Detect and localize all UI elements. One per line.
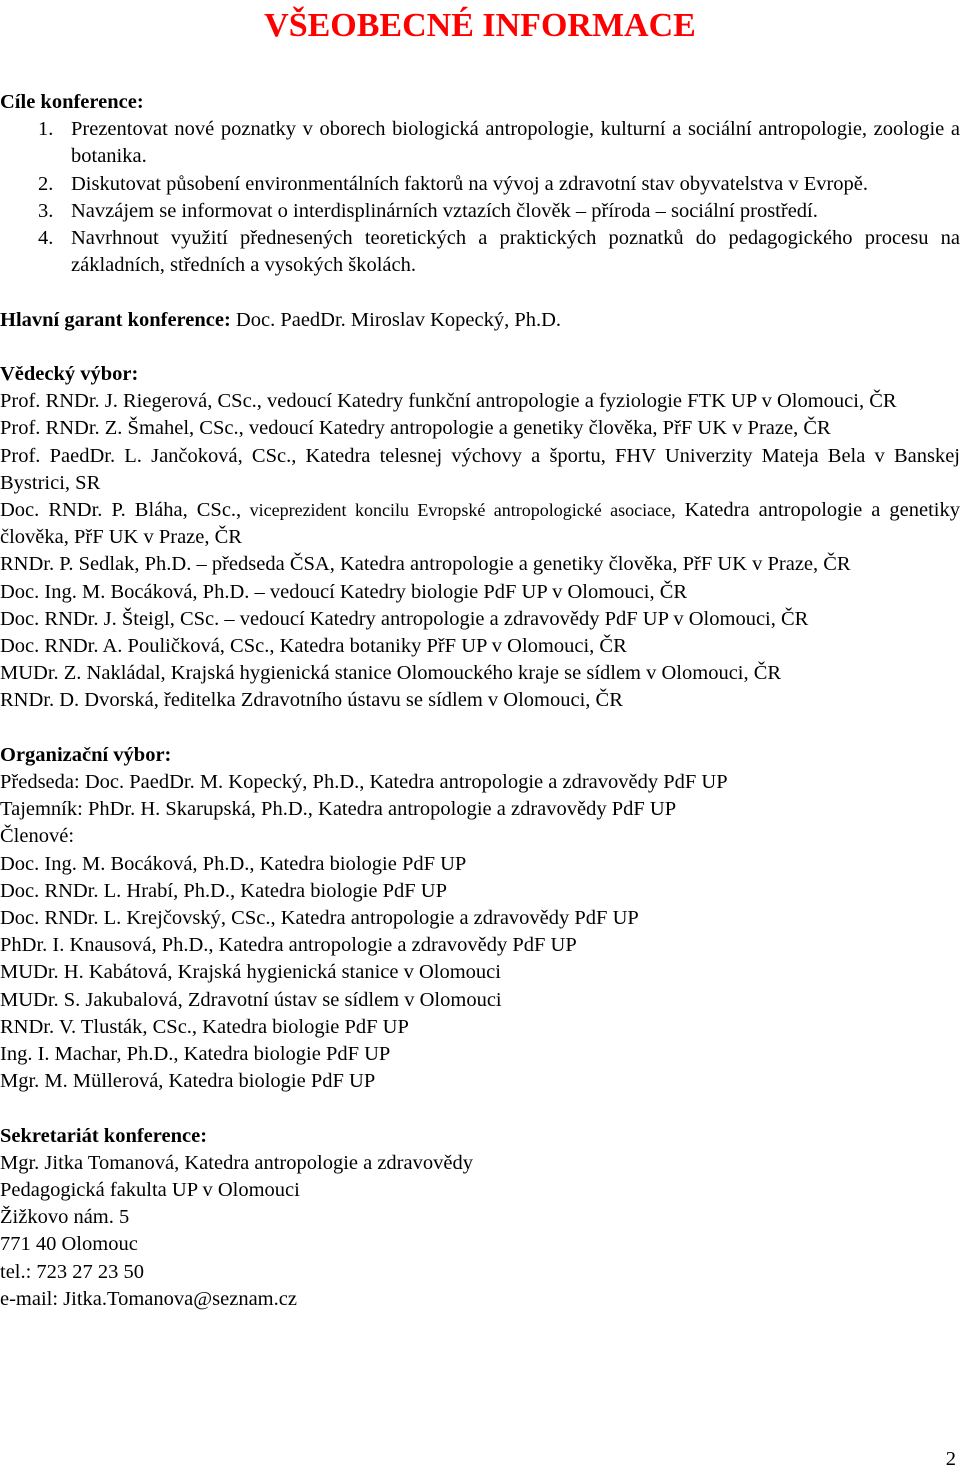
- secretariat-email: e-mail: Jitka.Tomanova@seznam.cz: [0, 1287, 297, 1310]
- secretariat-line: Pedagogická fakulta UP v Olomouci: [0, 1179, 300, 1202]
- list-item-text: Diskutovat působení environmentálních faktorů na vývoj a zdravotní stav obyvatelstva v Evropě.: [71, 172, 869, 195]
- organizing-line: Předseda: Doc. PaedDr. M. Kopecký, Ph.D., Katedra antropologie a zdravovědy PdF UP: [0, 771, 728, 794]
- organizing-heading: Organizační výbor:: [0, 743, 172, 766]
- guarantor-heading: Hlavní garant konference:: [0, 308, 231, 331]
- scientific-member: Prof. RNDr. Z. Šmahel, CSc., vedoucí Katedry antropologie a genetiky člověka, PřF UK v Praze, ČR: [0, 417, 831, 440]
- scientific-heading: Vědecký výbor:: [0, 363, 139, 385]
- list-item: [0, 116, 960, 170]
- document-body: [0, 89, 960, 1313]
- page-number: 2: [945, 1448, 956, 1470]
- secretariat-line: 771 40 Olomouc: [0, 1233, 138, 1256]
- scientific-member: Doc. RNDr. A. Pouličková, CSc., Katedra botaniky PřF UP v Olomouci, ČR: [0, 635, 627, 658]
- list-item: [0, 171, 960, 198]
- organizing-line: Ing. I. Machar, Ph.D., Katedra biologie PdF UP: [0, 1043, 391, 1066]
- secretariat-heading: Sekretariát konference:: [0, 1124, 208, 1147]
- list-item-number: 4.: [38, 227, 54, 250]
- organizing-line: MUDr. S. Jakubalová, Zdravotní ústav se sídlem v Olomouci: [0, 988, 502, 1011]
- blaha-lead: Doc. RNDr. P. Bláha, CSc.,: [0, 499, 242, 522]
- page-title: VŠEOBECNÉ INFORMACE: [264, 7, 696, 44]
- secretariat-line: Mgr. Jitka Tomanová, Katedra antropologie a zdravovědy: [0, 1151, 473, 1174]
- organizing-line: MUDr. H. Kabátová, Krajská hygienická stanice v Olomouci: [0, 961, 501, 984]
- list-item-text: Prezentovat nové poznatky v oborech biologická antropologie, kulturní a sociální antropologie, zoologie a botanika.: [71, 118, 960, 168]
- list-item-number: 3.: [38, 199, 54, 222]
- secretariat-line: Žižkovo nám. 5: [0, 1206, 130, 1229]
- scientific-member: Doc. RNDr. J. Šteigl, CSc. – vedoucí Katedry antropologie a zdravovědy PdF UP v Olomouci, ČR: [0, 607, 809, 630]
- scientific-member: RNDr. D. Dvorská, ředitelka Zdravotního ústavu se sídlem v Olomouci, ČR: [0, 689, 623, 712]
- organizing-line: Tajemník: PhDr. H. Skarupská, Ph.D., Katedra antropologie a zdravovědy PdF UP: [0, 798, 677, 821]
- organizing-line: RNDr. V. Tlusták, CSc., Katedra biologie PdF UP: [0, 1015, 409, 1038]
- goals-heading: Cíle konference:: [0, 91, 144, 113]
- scientific-member: Doc. Ing. M. Bocáková, Ph.D. – vedoucí Katedry biologie PdF UP v Olomouci, ČR: [0, 580, 688, 603]
- list-item-number: 2.: [38, 172, 54, 195]
- scientific-member: Prof. RNDr. J. Riegerová, CSc., vedoucí Katedry funkční antropologie a fyziologie FTK UP v Olomouci, ČR: [0, 390, 897, 413]
- list-item-text: Navrhnout využití přednesených teoretických a praktických poznatků do pedagogického procesu na základních, středních a vysokých školách.: [71, 227, 960, 277]
- guarantor-line: [0, 307, 960, 334]
- blaha-rest: Katedra antropologie a genetiky člověka, PřF UK v Praze, ČR: [0, 499, 960, 549]
- goals-list: [0, 116, 960, 279]
- scientific-member-blaha: [0, 497, 960, 551]
- secretariat-line: tel.: 723 27 23 50: [0, 1260, 145, 1283]
- scientific-member: MUDr. Z. Nakládal, Krajská hygienická stanice Olomouckého kraje se sídlem v Olomouci, ČR: [0, 662, 782, 685]
- organizing-line: PhDr. I. Knausová, Ph.D., Katedra antropologie a zdravovědy PdF UP: [0, 934, 577, 957]
- list-item-number: 1.: [38, 118, 54, 141]
- list-item: [0, 198, 960, 225]
- scientific-member: Prof. PaedDr. L. Jančoková, CSc., Katedra telesnej výchovy a športu, FHV Univerzity Mateja Bela v Banskej Bystrici, SR: [0, 444, 960, 494]
- list-item-text: Navzájem se informovat o interdisplinárních vztazích člověk – příroda – sociální prostředí.: [71, 199, 818, 222]
- guarantor-name: Doc. PaedDr. Miroslav Kopecký, Ph.D.: [230, 308, 562, 331]
- organizing-line: Členové:: [0, 825, 75, 848]
- organizing-line: Mgr. M. Müllerová, Katedra biologie PdF UP: [0, 1070, 376, 1093]
- blaha-role: viceprezident koncilu Evropské antropologické asociace,: [241, 500, 676, 521]
- organizing-line: Doc. RNDr. L. Krejčovský, CSc., Katedra antropologie a zdravovědy PdF UP: [0, 907, 639, 930]
- organizing-line: Doc. RNDr. L. Hrabí, Ph.D., Katedra biologie PdF UP: [0, 879, 447, 902]
- list-item: [0, 225, 960, 279]
- organizing-line: Doc. Ing. M. Bocáková, Ph.D., Katedra biologie PdF UP: [0, 852, 467, 875]
- scientific-member: RNDr. P. Sedlak, Ph.D. – předseda ČSA, Katedra antropologie a genetiky člověka, PřF UK v Praze, ČR: [0, 553, 851, 576]
